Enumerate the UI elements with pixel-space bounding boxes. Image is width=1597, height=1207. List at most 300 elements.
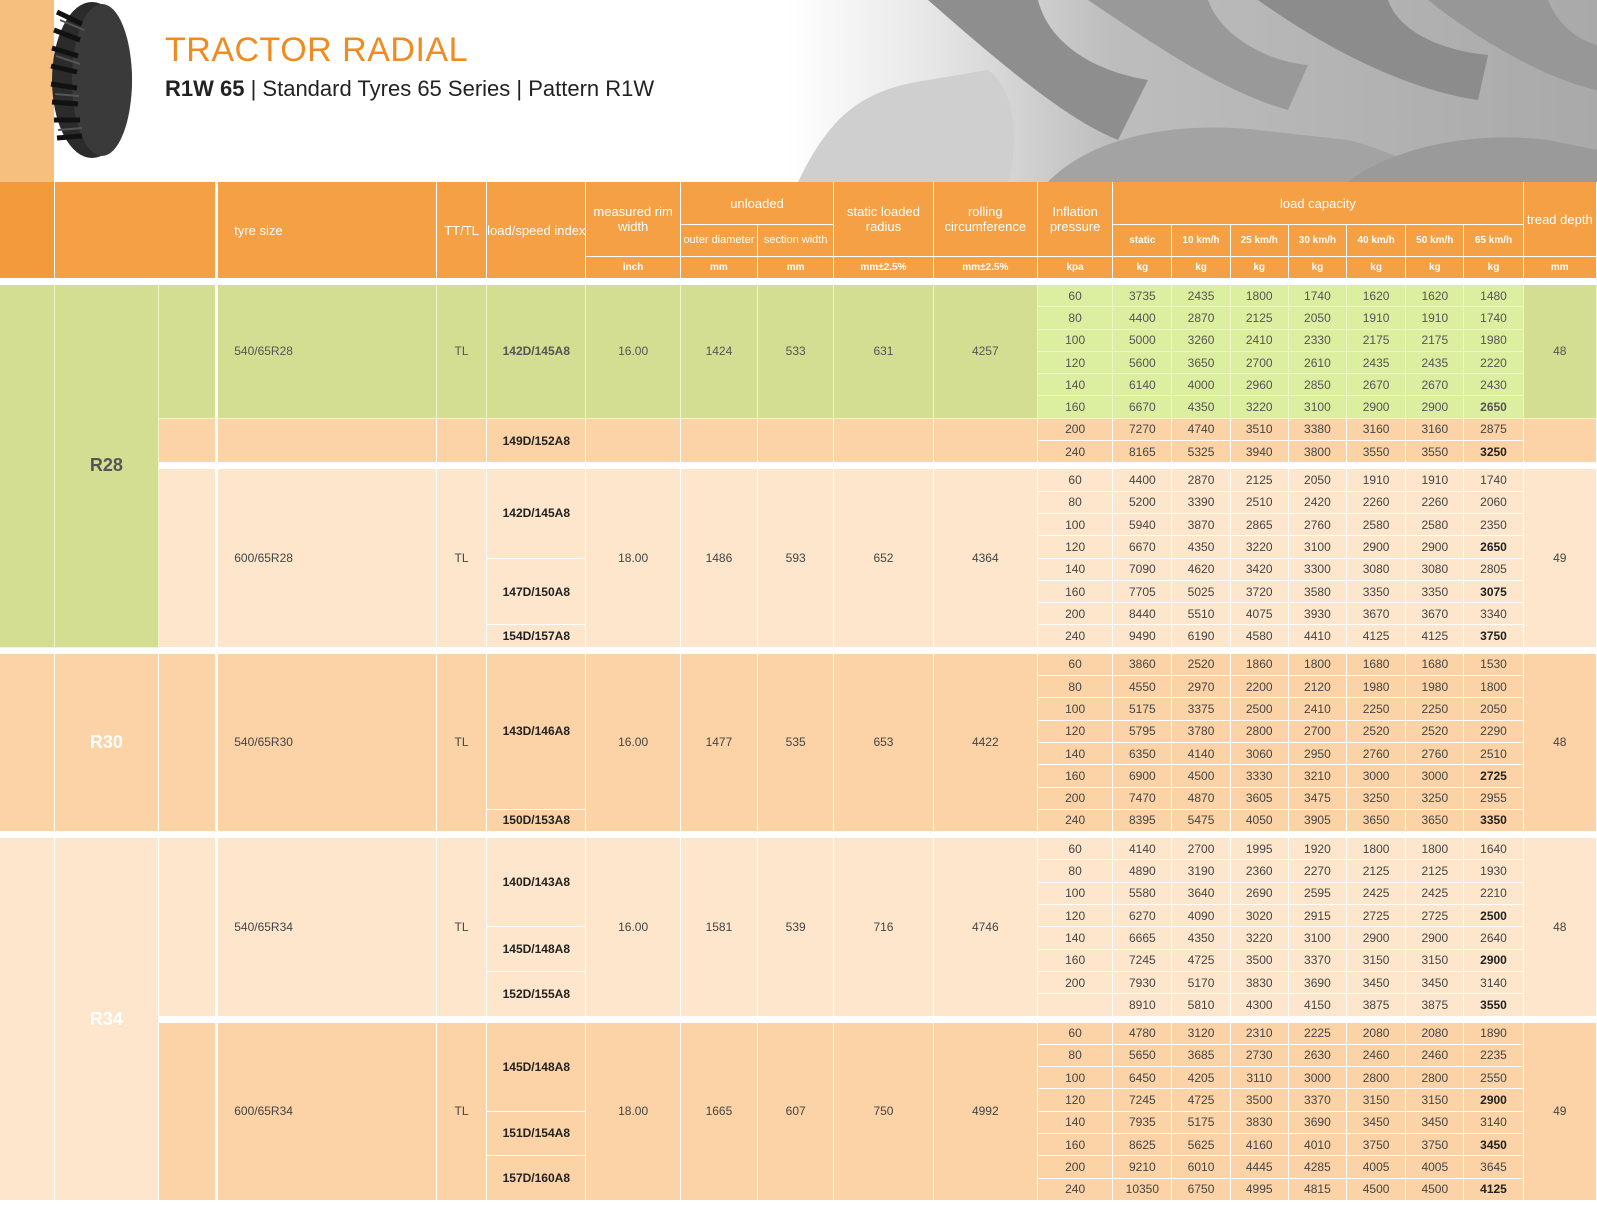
rim-diameter-label: R30 bbox=[54, 653, 158, 831]
load-capacity: 2900 bbox=[1406, 536, 1464, 558]
load-capacity: 3350 bbox=[1406, 580, 1464, 602]
load-capacity: 2520 bbox=[1172, 653, 1230, 675]
load-capacity: 1740 bbox=[1288, 285, 1346, 307]
load-capacity: 5200 bbox=[1113, 491, 1172, 513]
spacer-cell bbox=[933, 418, 1037, 463]
load-capacity: 2900 bbox=[1406, 396, 1464, 418]
load-speed-index: 152D/155A8 bbox=[487, 971, 586, 1016]
load-capacity: 2060 bbox=[1464, 491, 1523, 513]
inflation-pressure: 140 bbox=[1037, 927, 1112, 949]
static-loaded-radius: 716 bbox=[834, 838, 933, 1016]
load-capacity: 2435 bbox=[1172, 285, 1230, 307]
tt-tl-value: TL bbox=[436, 1022, 486, 1200]
load-capacity: 3080 bbox=[1347, 558, 1406, 580]
load-capacity: 4300 bbox=[1230, 994, 1288, 1016]
load-capacity: 3100 bbox=[1288, 396, 1346, 418]
load-capacity: 2520 bbox=[1406, 720, 1464, 742]
load-capacity: 3100 bbox=[1288, 927, 1346, 949]
load-capacity: 3580 bbox=[1288, 580, 1346, 602]
unit-load: kg bbox=[1464, 257, 1523, 279]
load-capacity: 2260 bbox=[1347, 491, 1406, 513]
rolling-circumference: 4257 bbox=[933, 285, 1037, 419]
outer-diameter: 1424 bbox=[680, 285, 757, 419]
load-capacity: 7705 bbox=[1113, 580, 1172, 602]
load-capacity: 2955 bbox=[1464, 787, 1523, 809]
load-capacity: 3250 bbox=[1406, 787, 1464, 809]
load-capacity: 4725 bbox=[1172, 949, 1230, 971]
load-capacity: 3750 bbox=[1406, 1133, 1464, 1155]
load-capacity: 3830 bbox=[1230, 1111, 1288, 1133]
load-capacity: 2500 bbox=[1464, 905, 1523, 927]
load-capacity: 3000 bbox=[1288, 1067, 1346, 1089]
load-capacity: 3420 bbox=[1230, 558, 1288, 580]
load-capacity: 3780 bbox=[1172, 720, 1230, 742]
inflation-pressure: 140 bbox=[1037, 1111, 1112, 1133]
spacer-cell bbox=[436, 418, 486, 463]
load-capacity: 2800 bbox=[1406, 1067, 1464, 1089]
spacer-cell bbox=[834, 418, 933, 463]
load-capacity: 2900 bbox=[1347, 536, 1406, 558]
inflation-pressure: 80 bbox=[1037, 676, 1112, 698]
load-capacity: 4050 bbox=[1230, 809, 1288, 831]
inflation-pressure: 160 bbox=[1037, 580, 1112, 602]
load-capacity: 5475 bbox=[1172, 809, 1230, 831]
rolling-circumference: 4746 bbox=[933, 838, 1037, 1016]
spacer-cell bbox=[217, 418, 437, 463]
load-capacity: 3300 bbox=[1288, 558, 1346, 580]
inflation-pressure: 100 bbox=[1037, 329, 1112, 351]
outer-diameter-header: outer diameter bbox=[680, 225, 757, 257]
rim-width: 16.00 bbox=[586, 285, 680, 419]
load-capacity: 1480 bbox=[1464, 285, 1523, 307]
rim-width: 18.00 bbox=[586, 1022, 680, 1200]
inflation-pressure: 140 bbox=[1037, 558, 1112, 580]
load-capacity: 2080 bbox=[1406, 1022, 1464, 1044]
inflation-pressure: 100 bbox=[1037, 1067, 1112, 1089]
load-capacity: 3150 bbox=[1347, 949, 1406, 971]
section-width: 607 bbox=[758, 1022, 834, 1200]
load-speed-index: 147D/150A8 bbox=[487, 558, 586, 625]
load-capacity: 9490 bbox=[1113, 625, 1172, 647]
unit-pressure: kpa bbox=[1037, 257, 1112, 279]
load-capacity: 2915 bbox=[1288, 905, 1346, 927]
load-capacity: 3875 bbox=[1406, 994, 1464, 1016]
spacer-cell bbox=[1523, 418, 1596, 463]
load-capacity: 4350 bbox=[1172, 396, 1230, 418]
load-capacity: 1930 bbox=[1464, 860, 1523, 882]
load-capacity: 6140 bbox=[1113, 374, 1172, 396]
load-capacity: 1910 bbox=[1347, 469, 1406, 491]
load-capacity: 3020 bbox=[1230, 905, 1288, 927]
load-capacity: 3750 bbox=[1464, 625, 1523, 647]
inflation-pressure: 240 bbox=[1037, 1178, 1112, 1200]
load-capacity: 2120 bbox=[1288, 676, 1346, 698]
spacer-cell bbox=[680, 418, 757, 463]
load-capacity: 2080 bbox=[1347, 1022, 1406, 1044]
load-capacity: 7270 bbox=[1113, 418, 1172, 440]
load-capacity: 1890 bbox=[1464, 1022, 1523, 1044]
load-capacity: 3250 bbox=[1347, 787, 1406, 809]
table-row bbox=[0, 418, 1597, 440]
load-capacity: 6670 bbox=[1113, 396, 1172, 418]
load-capacity: 4090 bbox=[1172, 905, 1230, 927]
load-capacity: 3375 bbox=[1172, 698, 1230, 720]
load-capacity: 8440 bbox=[1113, 603, 1172, 625]
load-capacity: 2760 bbox=[1347, 742, 1406, 764]
table-row bbox=[0, 653, 1597, 675]
load-capacity: 3450 bbox=[1406, 971, 1464, 993]
load-capacity: 3370 bbox=[1288, 1089, 1346, 1111]
load-capacity: 4890 bbox=[1113, 860, 1172, 882]
load-capacity: 3830 bbox=[1230, 971, 1288, 993]
load-capacity: 2360 bbox=[1230, 860, 1288, 882]
static-loaded-radius: 631 bbox=[834, 285, 933, 419]
load-capacity: 2125 bbox=[1230, 307, 1288, 329]
spacer-cell bbox=[159, 418, 217, 463]
load-capacity: 4580 bbox=[1230, 625, 1288, 647]
load-capacity: 3450 bbox=[1347, 971, 1406, 993]
load-capacity: 1800 bbox=[1464, 676, 1523, 698]
load-capacity: 3350 bbox=[1464, 809, 1523, 831]
load-capacity: 3150 bbox=[1347, 1089, 1406, 1111]
load-capacity: 5600 bbox=[1113, 351, 1172, 373]
load-capacity: 1620 bbox=[1406, 285, 1464, 307]
load-capacity: 3450 bbox=[1406, 1111, 1464, 1133]
load-capacity: 3390 bbox=[1172, 491, 1230, 513]
load-capacity: 2640 bbox=[1464, 927, 1523, 949]
load-capacity: 3190 bbox=[1172, 860, 1230, 882]
load-capacity: 3450 bbox=[1464, 1133, 1523, 1155]
static-loaded-radius-header: static loaded radius bbox=[834, 182, 933, 257]
load-capacity: 2050 bbox=[1288, 307, 1346, 329]
load-speed-index-header: load/speed index bbox=[487, 182, 586, 279]
load-capacity: 2805 bbox=[1464, 558, 1523, 580]
load-capacity: 2250 bbox=[1406, 698, 1464, 720]
load-capacity: 6900 bbox=[1113, 765, 1172, 787]
load-capacity: 4725 bbox=[1172, 1089, 1230, 1111]
tread-depth: 48 bbox=[1523, 838, 1596, 1016]
load-capacity: 3110 bbox=[1230, 1067, 1288, 1089]
load-capacity: 2900 bbox=[1347, 927, 1406, 949]
load-capacity: 1740 bbox=[1464, 469, 1523, 491]
unit-outer-diameter: mm bbox=[680, 257, 757, 279]
load-capacity: 3645 bbox=[1464, 1156, 1523, 1178]
load-capacity: 3140 bbox=[1464, 1111, 1523, 1133]
inflation-pressure: 160 bbox=[1037, 765, 1112, 787]
load-capacity: 5175 bbox=[1172, 1111, 1230, 1133]
load-capacity: 2700 bbox=[1230, 351, 1288, 373]
load-capacity: 1910 bbox=[1347, 307, 1406, 329]
load-capacity: 3690 bbox=[1288, 971, 1346, 993]
load-capacity: 2580 bbox=[1406, 513, 1464, 535]
load-capacity: 2200 bbox=[1230, 676, 1288, 698]
load-capacity: 3060 bbox=[1230, 742, 1288, 764]
load-capacity: 4125 bbox=[1406, 625, 1464, 647]
load-capacity: 2670 bbox=[1347, 374, 1406, 396]
static-loaded-radius: 652 bbox=[834, 469, 933, 647]
table-row bbox=[0, 838, 1597, 860]
load-capacity: 2125 bbox=[1230, 469, 1288, 491]
load-capacity: 2725 bbox=[1464, 765, 1523, 787]
load-capacity: 4445 bbox=[1230, 1156, 1288, 1178]
load-capacity: 1800 bbox=[1230, 285, 1288, 307]
tyre-size-header: tyre size bbox=[217, 182, 437, 279]
load-capacity: 2800 bbox=[1230, 720, 1288, 742]
load-capacity: 2270 bbox=[1288, 860, 1346, 882]
load-capacity: 4140 bbox=[1113, 838, 1172, 860]
unloaded-header: unloaded bbox=[680, 182, 834, 225]
tt-tl-value: TL bbox=[436, 838, 486, 1016]
load-capacity: 3550 bbox=[1406, 441, 1464, 463]
load-capacity: 3350 bbox=[1347, 580, 1406, 602]
tyre-size: 540/65R30 bbox=[217, 653, 437, 831]
load-capacity: 2330 bbox=[1288, 329, 1346, 351]
load-capacity: 2630 bbox=[1288, 1044, 1346, 1066]
load-capacity: 3905 bbox=[1288, 809, 1346, 831]
load-speed-index: 154D/157A8 bbox=[487, 625, 586, 647]
inflation-pressure: 200 bbox=[1037, 971, 1112, 993]
load-capacity: 2960 bbox=[1230, 374, 1288, 396]
spacer-cell bbox=[159, 653, 217, 831]
load-speed-index: 140D/143A8 bbox=[487, 838, 586, 927]
inflation-pressure: 200 bbox=[1037, 787, 1112, 809]
rim-width: 16.00 bbox=[586, 653, 680, 831]
load-capacity: 7930 bbox=[1113, 971, 1172, 993]
load-capacity: 3550 bbox=[1347, 441, 1406, 463]
load-capacity: 3650 bbox=[1406, 809, 1464, 831]
load-capacity: 3500 bbox=[1230, 949, 1288, 971]
load-capacity: 4815 bbox=[1288, 1178, 1346, 1200]
load-speed-index: 143D/146A8 bbox=[487, 653, 586, 809]
tyre-size: 540/65R28 bbox=[217, 285, 437, 419]
left-strip-cell bbox=[0, 653, 54, 831]
load-capacity: 3220 bbox=[1230, 396, 1288, 418]
unit-section-width: mm bbox=[758, 257, 834, 279]
load-capacity: 2250 bbox=[1347, 698, 1406, 720]
section-width: 535 bbox=[758, 653, 834, 831]
load-capacity: 5650 bbox=[1113, 1044, 1172, 1066]
tread-depth: 48 bbox=[1523, 285, 1596, 419]
load-capacity: 3650 bbox=[1172, 351, 1230, 373]
spacer-cell bbox=[159, 838, 217, 1016]
section-width: 593 bbox=[758, 469, 834, 647]
group-separator bbox=[0, 1200, 1597, 1206]
inflation-pressure: 200 bbox=[1037, 1156, 1112, 1178]
load-capacity: 3640 bbox=[1172, 882, 1230, 904]
load-capacity: 8625 bbox=[1113, 1133, 1172, 1155]
load-capacity: 4620 bbox=[1172, 558, 1230, 580]
tread-depth: 48 bbox=[1523, 653, 1596, 831]
load-capacity: 2425 bbox=[1406, 882, 1464, 904]
load-speed-index: 142D/145A8 bbox=[487, 285, 586, 419]
speed-header: 50 km/h bbox=[1406, 225, 1464, 257]
load-speed-index: 151D/154A8 bbox=[487, 1111, 586, 1156]
load-capacity: 2700 bbox=[1288, 720, 1346, 742]
tread-depth: 49 bbox=[1523, 1022, 1596, 1200]
load-capacity: 3160 bbox=[1406, 418, 1464, 440]
load-capacity: 4005 bbox=[1406, 1156, 1464, 1178]
load-capacity: 6350 bbox=[1113, 742, 1172, 764]
load-capacity: 2650 bbox=[1464, 536, 1523, 558]
inflation-pressure: 120 bbox=[1037, 1089, 1112, 1111]
load-capacity: 5940 bbox=[1113, 513, 1172, 535]
load-capacity: 3370 bbox=[1288, 949, 1346, 971]
unit-load: kg bbox=[1406, 257, 1464, 279]
load-capacity: 6010 bbox=[1172, 1156, 1230, 1178]
load-capacity: 1980 bbox=[1464, 329, 1523, 351]
left-strip-cell bbox=[0, 182, 54, 279]
load-capacity: 2500 bbox=[1230, 698, 1288, 720]
speed-header: static bbox=[1113, 225, 1172, 257]
inflation-pressure: 120 bbox=[1037, 351, 1112, 373]
load-capacity: 3735 bbox=[1113, 285, 1172, 307]
load-capacity: 2730 bbox=[1230, 1044, 1288, 1066]
load-speed-index: 150D/153A8 bbox=[487, 809, 586, 831]
tt-tl-value: TL bbox=[436, 469, 486, 647]
inflation-pressure bbox=[1037, 994, 1112, 1016]
load-capacity: 1620 bbox=[1347, 285, 1406, 307]
load-capacity: 4780 bbox=[1113, 1022, 1172, 1044]
load-capacity: 5510 bbox=[1172, 603, 1230, 625]
inflation-pressure: 60 bbox=[1037, 1022, 1112, 1044]
load-capacity: 3720 bbox=[1230, 580, 1288, 602]
load-capacity: 3930 bbox=[1288, 603, 1346, 625]
load-capacity: 3670 bbox=[1347, 603, 1406, 625]
load-capacity: 3140 bbox=[1464, 971, 1523, 993]
load-capacity: 4285 bbox=[1288, 1156, 1346, 1178]
speed-header: 10 km/h bbox=[1172, 225, 1230, 257]
tt-tl-value: TL bbox=[436, 285, 486, 419]
load-capacity: 2430 bbox=[1464, 374, 1523, 396]
load-capacity: 4995 bbox=[1230, 1178, 1288, 1200]
table-row bbox=[0, 1022, 1597, 1044]
section-width: 539 bbox=[758, 838, 834, 1016]
unit-circumference: mm±2.5% bbox=[933, 257, 1037, 279]
load-capacity: 2260 bbox=[1406, 491, 1464, 513]
load-capacity: 1800 bbox=[1347, 838, 1406, 860]
load-capacity: 2865 bbox=[1230, 513, 1288, 535]
load-capacity: 2900 bbox=[1464, 1089, 1523, 1111]
tyre-size: 540/65R34 bbox=[217, 838, 437, 1016]
load-capacity: 3080 bbox=[1406, 558, 1464, 580]
load-capacity: 1530 bbox=[1464, 653, 1523, 675]
inflation-pressure: 80 bbox=[1037, 491, 1112, 513]
load-capacity: 3510 bbox=[1230, 418, 1288, 440]
rolling-circumference-header: rolling circumference bbox=[933, 182, 1037, 257]
inflation-pressure: 240 bbox=[1037, 809, 1112, 831]
load-capacity: 3550 bbox=[1464, 994, 1523, 1016]
tt-tl-value: TL bbox=[436, 653, 486, 831]
load-capacity: 2125 bbox=[1406, 860, 1464, 882]
static-loaded-radius: 653 bbox=[834, 653, 933, 831]
measured-rim-width-header: measured rim width bbox=[586, 182, 680, 257]
unit-load: kg bbox=[1230, 257, 1288, 279]
load-capacity: 4205 bbox=[1172, 1067, 1230, 1089]
table-row bbox=[0, 469, 1597, 491]
spacer-cell bbox=[159, 285, 217, 419]
load-capacity: 3250 bbox=[1464, 441, 1523, 463]
load-capacity: 1920 bbox=[1288, 838, 1346, 860]
load-capacity: 4160 bbox=[1230, 1133, 1288, 1155]
load-capacity: 2520 bbox=[1347, 720, 1406, 742]
section-width: 533 bbox=[758, 285, 834, 419]
tyre-tread-background-image bbox=[788, 0, 1597, 182]
load-capacity: 2175 bbox=[1406, 329, 1464, 351]
inflation-pressure: 160 bbox=[1037, 949, 1112, 971]
inflation-pressure: 140 bbox=[1037, 374, 1112, 396]
outer-diameter: 1477 bbox=[680, 653, 757, 831]
inflation-pressure: 120 bbox=[1037, 720, 1112, 742]
load-capacity: 1980 bbox=[1347, 676, 1406, 698]
load-capacity: 4410 bbox=[1288, 625, 1346, 647]
load-capacity: 2235 bbox=[1464, 1044, 1523, 1066]
load-capacity: 4500 bbox=[1172, 765, 1230, 787]
load-capacity: 7935 bbox=[1113, 1111, 1172, 1133]
load-capacity: 1980 bbox=[1406, 676, 1464, 698]
load-capacity: 2210 bbox=[1464, 882, 1523, 904]
unit-load: kg bbox=[1347, 257, 1406, 279]
load-speed-index: 145D/148A8 bbox=[487, 927, 586, 972]
load-capacity: 2510 bbox=[1464, 742, 1523, 764]
rolling-circumference: 4364 bbox=[933, 469, 1037, 647]
load-capacity: 3220 bbox=[1230, 536, 1288, 558]
spacer-cell bbox=[758, 418, 834, 463]
outer-diameter: 1581 bbox=[680, 838, 757, 1016]
load-capacity: 2290 bbox=[1464, 720, 1523, 742]
inflation-pressure: 100 bbox=[1037, 882, 1112, 904]
load-capacity: 3150 bbox=[1406, 949, 1464, 971]
load-capacity: 7245 bbox=[1113, 1089, 1172, 1111]
load-capacity: 3000 bbox=[1406, 765, 1464, 787]
load-capacity: 3450 bbox=[1347, 1111, 1406, 1133]
left-strip-cell bbox=[0, 285, 54, 648]
load-capacity: 1995 bbox=[1230, 838, 1288, 860]
inflation-pressure: 120 bbox=[1037, 905, 1112, 927]
inflation-pressure: 240 bbox=[1037, 441, 1112, 463]
load-capacity: 3685 bbox=[1172, 1044, 1230, 1066]
load-capacity: 4500 bbox=[1406, 1178, 1464, 1200]
outer-diameter: 1486 bbox=[680, 469, 757, 647]
load-capacity: 2510 bbox=[1230, 491, 1288, 513]
load-capacity: 6450 bbox=[1113, 1067, 1172, 1089]
tread-depth-header: tread depth bbox=[1523, 182, 1596, 257]
load-capacity: 3120 bbox=[1172, 1022, 1230, 1044]
rim-width: 18.00 bbox=[586, 469, 680, 647]
load-capacity: 7245 bbox=[1113, 949, 1172, 971]
load-capacity: 6670 bbox=[1113, 536, 1172, 558]
static-loaded-radius: 750 bbox=[834, 1022, 933, 1200]
load-capacity: 4350 bbox=[1172, 536, 1230, 558]
load-capacity: 3670 bbox=[1406, 603, 1464, 625]
load-capacity: 4010 bbox=[1288, 1133, 1346, 1155]
load-capacity: 2900 bbox=[1347, 396, 1406, 418]
load-capacity: 3940 bbox=[1230, 441, 1288, 463]
load-capacity: 2425 bbox=[1347, 882, 1406, 904]
load-capacity: 8395 bbox=[1113, 809, 1172, 831]
inflation-pressure-header: Inflation pressure bbox=[1037, 182, 1112, 257]
load-capacity: 2460 bbox=[1347, 1044, 1406, 1066]
load-capacity: 2410 bbox=[1230, 329, 1288, 351]
inflation-pressure: 80 bbox=[1037, 1044, 1112, 1066]
load-capacity: 2870 bbox=[1172, 469, 1230, 491]
unit-load: kg bbox=[1288, 257, 1346, 279]
load-capacity: 4150 bbox=[1288, 994, 1346, 1016]
tyre-product-image bbox=[42, 0, 134, 160]
load-capacity-header: load capacity bbox=[1113, 182, 1523, 225]
inflation-pressure: 80 bbox=[1037, 860, 1112, 882]
load-capacity: 3380 bbox=[1288, 418, 1346, 440]
load-capacity: 3475 bbox=[1288, 787, 1346, 809]
